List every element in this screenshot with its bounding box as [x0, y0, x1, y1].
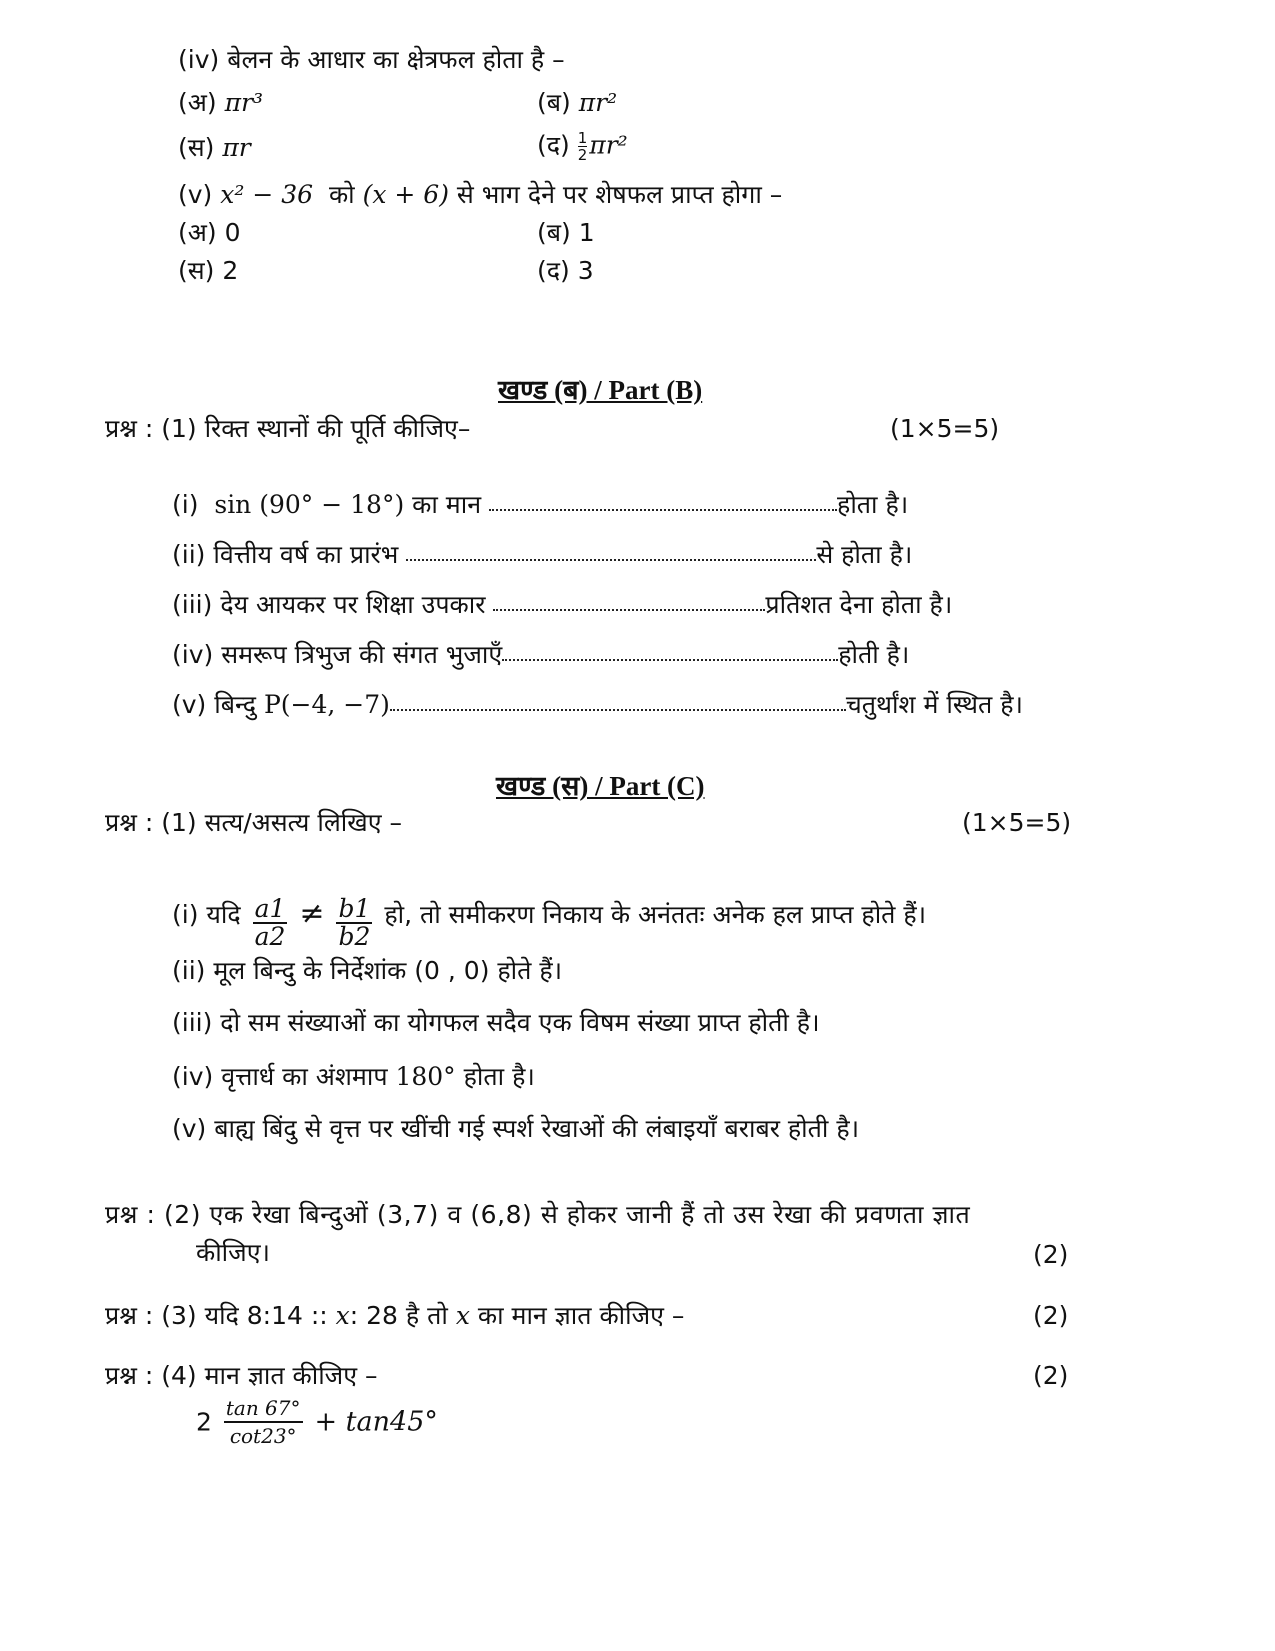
option-value: πr³ [224, 88, 263, 117]
mcq-iv-option-a [178, 88, 263, 118]
question-4-expression: 2 $\frac{\tan 67^\circ}{\cot 23^\circ}$ + tan45° [196, 1396, 438, 1448]
question-2-marks: (2) [1033, 1240, 1069, 1269]
half-fraction: $\frac{1}{2}$ [577, 129, 588, 164]
question-4: प्रश्न : (4) मान ज्ञात कीजिए – [105, 1361, 378, 1390]
part-c-marks: (1×5=5) [962, 808, 1072, 837]
option-label: (स) [178, 133, 215, 162]
option-label: (द) [537, 130, 570, 160]
question-4-marks: (2) [1033, 1361, 1069, 1390]
part-c-question-1: प्रश्न : (1) सत्य/असत्य लिखिए – [105, 808, 402, 837]
blank-line [493, 609, 765, 611]
mcq-v-option-c: (स) 2 [178, 256, 239, 285]
mcq-iv-option-d [537, 130, 628, 163]
fill-blank-iii: (iii) देय आयकर पर शिक्षा उपकार प्रतिशत देना होता है। [172, 590, 953, 619]
true-false-iii: (iii) दो सम संख्याओं का योगफल सदैव एक विषम संख्या प्राप्त होती है। [172, 1008, 820, 1037]
part-c-heading: खण्ड (स) / Part (C) [496, 771, 705, 801]
option-value: πr [222, 133, 251, 162]
blank-line [502, 659, 838, 661]
mcq-v-option-b: (ब) 1 [537, 218, 595, 247]
mcq-v-question: (v) x² − 36 को (x + 6) से भाग देने पर शेषफल प्राप्त होगा – [178, 180, 783, 209]
fill-blank-iv: (iv) समरूप त्रिभुज की संगत भुजाएँ होती है। [172, 640, 910, 669]
option-label: (अ) [178, 88, 217, 117]
true-false-i: (i) यदि $\frac{a1}{a2}$ ≠ $\frac{b1}{b2}$ हो, तो समीकरण निकाय के अनंततः अनेक हल प्राप्त होते हैं। [172, 894, 927, 951]
mcq-iv-question: (iv) बेलन के आधार का क्षेत्रफल होता है – [178, 45, 565, 74]
true-false-iv: (iv) वृत्तार्ध का अंशमाप 180° होता है। [172, 1062, 535, 1091]
option-value: πr² [589, 130, 628, 160]
part-b-marks: (1×5=5) [890, 414, 1000, 443]
question-3: प्रश्न : (3) यदि 8:14 :: x: 28 है तो x का मान ज्ञात कीजिए – [105, 1301, 685, 1330]
fill-blank-v: (v) बिन्दु P(−4, −7) चतुर्थांश में स्थित है। [172, 690, 1023, 719]
true-false-ii: (ii) मूल बिन्दु के निर्देशांक (0 , 0) होते हैं। [172, 956, 563, 985]
option-label: (ब) [537, 88, 571, 117]
blank-line [390, 709, 846, 711]
part-b-heading: खण्ड (ब) / Part (B) [498, 375, 703, 405]
question-2-line-1: प्रश्न : (2) एक रेखा बिन्दुओं (3,7) व (6,8) से होकर जानी हैं तो उस रेखा की प्रवणता ज्ञात [105, 1200, 971, 1229]
fraction-b: $\frac{b1}{b2}$ [338, 894, 371, 951]
tan-cot-fraction: $\frac{\tan 67^\circ}{\cot 23^\circ}$ [225, 1396, 301, 1448]
fill-blank-ii: (ii) वित्तीय वर्ष का प्रारंभ से होता है। [172, 540, 913, 569]
mcq-v-option-a: (अ) 0 [178, 218, 241, 247]
fraction-a: $\frac{a1}{a2}$ [254, 894, 286, 951]
mcq-iv-option-c [178, 133, 251, 163]
question-3-marks: (2) [1033, 1301, 1069, 1330]
mcq-iv-option-b [537, 88, 617, 118]
question-2-line-2: कीजिए। [196, 1238, 271, 1267]
part-b-question-1: प्रश्न : (1) रिक्त स्थानों की पूर्ति कीजिए– [105, 414, 471, 443]
blank-line [489, 509, 837, 511]
blank-line [406, 559, 816, 561]
option-value: πr² [578, 88, 618, 117]
mcq-v-option-d: (द) 3 [537, 256, 594, 285]
true-false-v: (v) बाह्य बिंदु से वृत्त पर खींची गई स्पर्श रेखाओं की लंबाइयाँ बराबर होती है। [172, 1114, 860, 1143]
fill-blank-i: (i) sin (90° − 18°) का मान होता है। [172, 490, 909, 519]
